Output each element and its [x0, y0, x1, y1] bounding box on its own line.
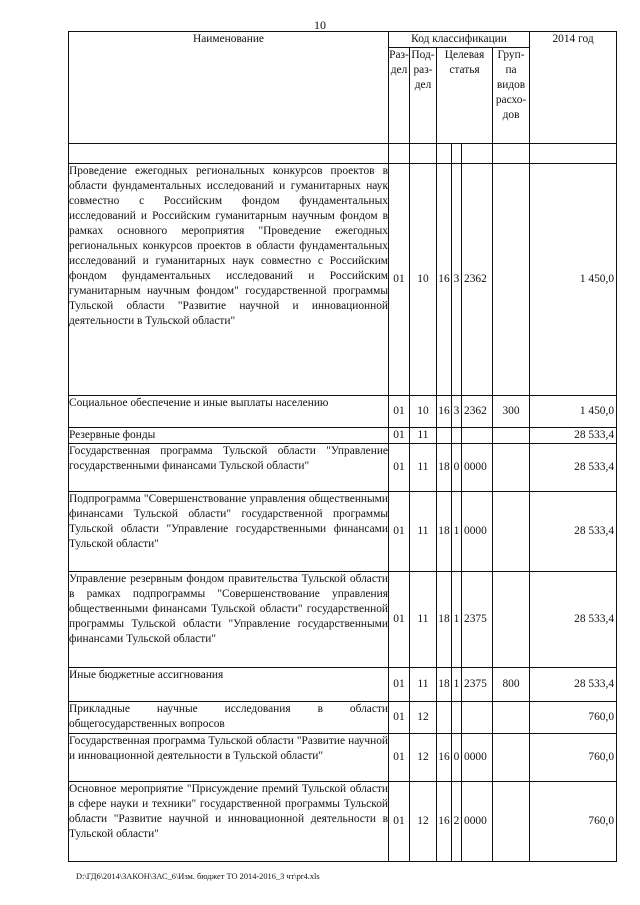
row-name: Социальное обеспечение и иные выплаты населению [69, 396, 389, 428]
row-amount: 28 533,4 [530, 668, 617, 702]
row-razdel: 01 [389, 492, 410, 572]
row-razdel: 01 [389, 782, 410, 862]
row-name: Подпрограмма "Совершенствование управления общественными финансами Тульской области" государственной программы Тульской области "Управление государственными финансами Тульской области" [69, 492, 389, 572]
row-podrazdel: 12 [410, 734, 437, 782]
header-name: Наименование [69, 32, 389, 144]
header-target-article-line: статья [449, 64, 480, 76]
row-target-subprogram: 2 [452, 782, 462, 862]
row-podrazdel: 11 [410, 572, 437, 668]
header-year: 2014 год [530, 32, 617, 144]
row-podrazdel: 10 [410, 164, 437, 396]
row-expense-group [493, 164, 530, 396]
row-name: Основное мероприятие "Присуждение премий Тульской области в сфере науки и техники" государственной программы Тульской области "Развитие научной и инновационной деятельности в Тульской области" [69, 782, 389, 862]
row-podrazdel: 12 [410, 702, 437, 734]
row-target-subprogram: 1 [452, 492, 462, 572]
row-razdel: 01 [389, 734, 410, 782]
row-target-direction: 0000 [462, 444, 493, 492]
header-expense-group-line: дов [502, 109, 520, 121]
table-row [69, 734, 617, 782]
row-amount: 760,0 [530, 734, 617, 782]
row-expense-group [493, 734, 530, 782]
row-target-direction: 0000 [462, 782, 493, 862]
row-expense-group [493, 572, 530, 668]
row-podrazdel: 11 [410, 428, 437, 444]
row-target-program [437, 702, 452, 734]
row-target-subprogram [452, 428, 462, 444]
row-name: Резервные фонды [69, 428, 389, 444]
header-target-article [437, 48, 493, 144]
row-podrazdel: 10 [410, 396, 437, 428]
row-expense-group [493, 492, 530, 572]
header-target-article-line: Целевая [444, 49, 485, 61]
header-podrazdel [410, 48, 437, 144]
row-expense-group [493, 782, 530, 862]
header-podrazdel-line: Под- [411, 49, 435, 61]
header-expense-group [493, 48, 530, 144]
table-row [69, 396, 617, 428]
table-row [69, 444, 617, 492]
row-podrazdel: 11 [410, 668, 437, 702]
row-razdel: 01 [389, 444, 410, 492]
row-razdel: 01 [389, 396, 410, 428]
header-expense-group-line: па [505, 64, 517, 76]
row-target-program [437, 428, 452, 444]
header-expense-group-line: Груп- [497, 49, 525, 61]
table-gap-row [69, 144, 617, 164]
row-amount: 1 450,0 [530, 396, 617, 428]
row-razdel: 01 [389, 668, 410, 702]
table-row [69, 572, 617, 668]
row-target-program: 16 [437, 164, 452, 396]
row-expense-group [493, 702, 530, 734]
row-razdel: 01 [389, 702, 410, 734]
row-amount: 760,0 [530, 782, 617, 862]
budget-table [68, 31, 617, 862]
row-razdel: 01 [389, 428, 410, 444]
row-name: Иные бюджетные ассигнования [69, 668, 389, 702]
row-podrazdel: 12 [410, 782, 437, 862]
row-target-direction: 2362 [462, 164, 493, 396]
table-row [69, 668, 617, 702]
row-target-program: 16 [437, 734, 452, 782]
table-row [69, 164, 617, 396]
row-expense-group [493, 444, 530, 492]
row-expense-group [493, 428, 530, 444]
row-target-direction [462, 702, 493, 734]
row-target-subprogram: 1 [452, 668, 462, 702]
row-target-program: 16 [437, 396, 452, 428]
row-target-program: 18 [437, 492, 452, 572]
header-expense-group-line: видов [496, 79, 526, 91]
page-number: 10 [314, 18, 326, 32]
row-razdel: 01 [389, 572, 410, 668]
row-target-direction: 0000 [462, 734, 493, 782]
row-target-program: 18 [437, 668, 452, 702]
row-name: Управление резервным фондом правительства Тульской области в рамках подпрограммы "Совершенствование управления общественными финансами Тульской области" государственной программы Тульской области "Управление государственными финансами Тульской области" [69, 572, 389, 668]
row-expense-group: 800 [493, 668, 530, 702]
row-target-subprogram: 3 [452, 164, 462, 396]
row-target-program: 18 [437, 444, 452, 492]
row-name: Государственная программа Тульской области "Развитие научной и инновационной деятельности в Тульской области" [69, 734, 389, 782]
row-target-subprogram [452, 702, 462, 734]
row-target-subprogram: 3 [452, 396, 462, 428]
header-razdel [389, 48, 410, 144]
row-target-subprogram: 0 [452, 734, 462, 782]
row-amount: 760,0 [530, 702, 617, 734]
row-target-direction: 2375 [462, 572, 493, 668]
row-target-direction: 2362 [462, 396, 493, 428]
row-expense-group: 300 [493, 396, 530, 428]
row-target-subprogram: 0 [452, 444, 462, 492]
header-expense-group-line: расхо- [495, 94, 527, 106]
row-amount: 28 533,4 [530, 492, 617, 572]
row-podrazdel: 11 [410, 444, 437, 492]
header-razdel-line: дел [390, 64, 408, 76]
row-target-program: 18 [437, 572, 452, 668]
row-target-direction: 0000 [462, 492, 493, 572]
table-row [69, 782, 617, 862]
row-razdel: 01 [389, 164, 410, 396]
header-classification: Код классификации [389, 32, 530, 48]
row-target-direction [462, 428, 493, 444]
row-target-subprogram: 1 [452, 572, 462, 668]
row-amount: 28 533,4 [530, 428, 617, 444]
header-podrazdel-line: раз- [413, 64, 433, 76]
header-razdel-line: Раз- [389, 49, 409, 61]
row-name: Проведение ежегодных региональных конкурсов проектов в области фундаментальных исследований и гуманитарных наук совместно с Российским фондом фундаментальных исследований и Российским гуманитарным научным фондом в рамках основного мероприятия "Проведение ежегодных региональных конкурсов проектов в области фундаментальных исследований и гуманитарных наук совместно с Российским фондом фундаментальных исследований и Российским гуманитарным научным фондом" государственной программы Тульской области "Развитие научной и инновационной деятельности в Тульской области" [69, 164, 389, 396]
table-row [69, 492, 617, 572]
row-target-direction: 2375 [462, 668, 493, 702]
row-target-program: 16 [437, 782, 452, 862]
row-amount: 28 533,4 [530, 444, 617, 492]
header-podrazdel-line: дел [414, 79, 432, 91]
table-row [69, 702, 617, 734]
row-amount: 1 450,0 [530, 164, 617, 396]
row-name: Прикладные научные исследования в области общегосударственных вопросов [69, 702, 389, 734]
footer-file-path: D:\ГД6\2014\ЗАКОН\ЗАС_6\Изм. бюджет ТО 2014-2016_3 чт\pr4.xls [76, 872, 320, 881]
table-row [69, 428, 617, 444]
row-podrazdel: 11 [410, 492, 437, 572]
row-name: Государственная программа Тульской области "Управление государственными финансами Тульской области" [69, 444, 389, 492]
row-amount: 28 533,4 [530, 572, 617, 668]
